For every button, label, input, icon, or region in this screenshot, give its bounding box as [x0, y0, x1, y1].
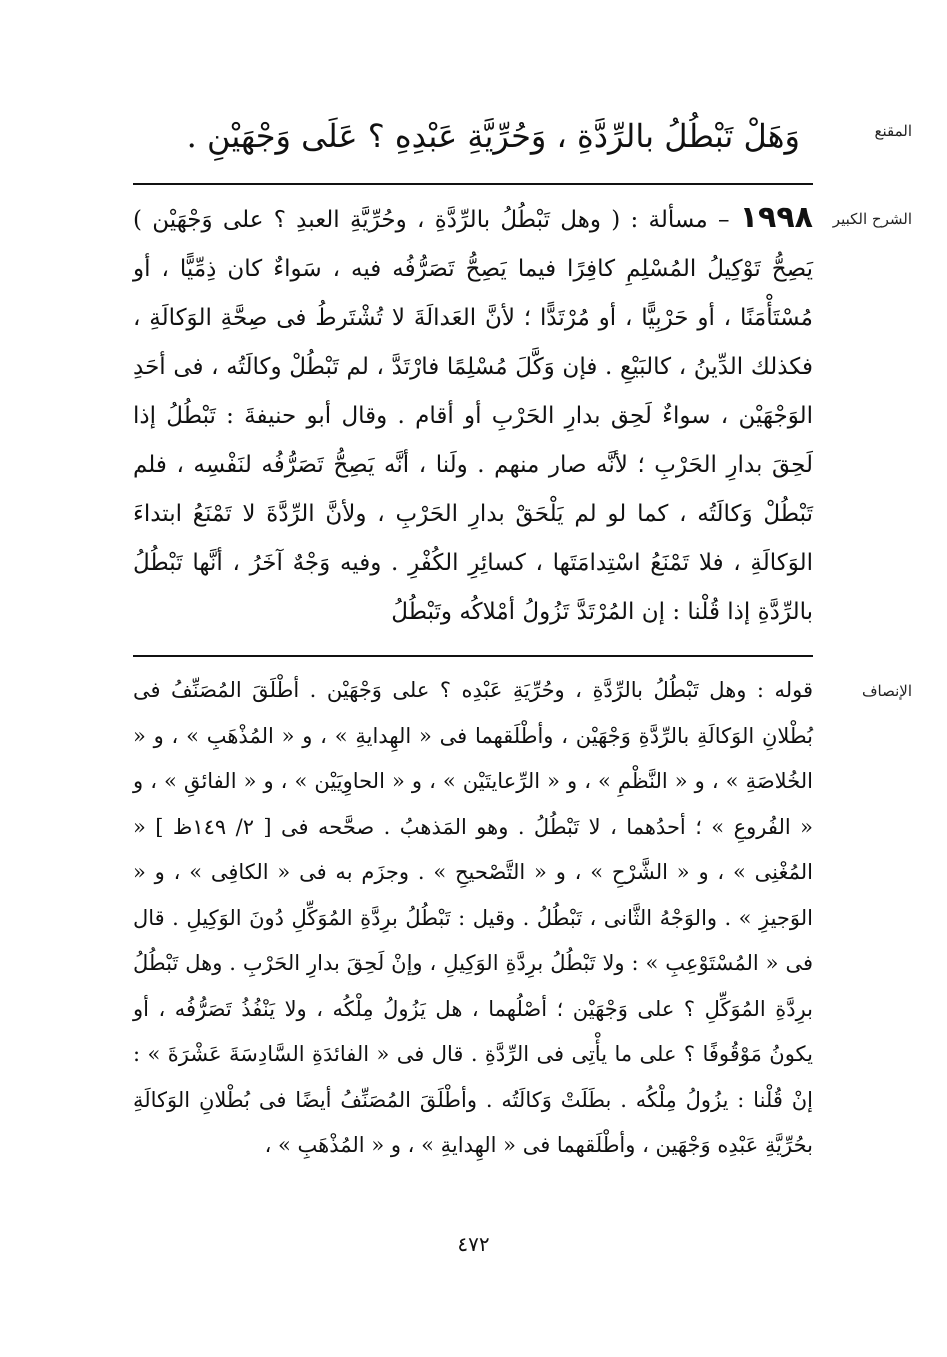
divider-middle: [133, 655, 813, 657]
muqni-text: وَهَلْ تَبْطُلُ بالرِّدَّةِ ، وَحُرِّيَّةِ عَبْدِهِ ؟ عَلَى وَجْهَيْنِ .: [186, 117, 800, 155]
insaf-label: الإنصاف: [861, 682, 912, 700]
issue-number: ١٩٩٨: [739, 200, 813, 235]
insaf-text: قوله : وهل تَبْطُلُ بالرِّدَّةِ ، وحُرِّيَةِ عَبْدِه ؟ على وَجْهَيْن . أطْلَقَ المُصَنِّفُ فى بُطْلانِ الوَكالَةِ بالرِّدَّةِ وَجْهَيْن ، وأطْلَقهما فى « الهِدايةِ » ، و « المُذْهَبِ » ، و « الخُلاصَةِ » ، و « النَّظْمِ » ، و « الرِّعايتَيْن » ، و « الحاوِيَيْن » ، و « الفائقِ » ، و « الفُروعِ » ؛ أحدُهما ، لا تَبْطُلُ . وهو المَذهبُ . صحَّحه فى [ ٢/ ١٤٩ظ ] « المُغْنِى » ، و « الشَّرْحِ » ، و « التَّصْحيحِ » . وجزَم به فى « الكافِى » ، و « الوَجيزِ » . والوَجْهُ الثَّانى ، تَبْطُلُ . وقيل : تَبْطُلُ برِدَّةِ المُوَكِّلِ دُونَ الوَكِيلِ . قال فى « المُسْتَوْعِبِ » : ولا تَبْطُلُ برِدَّةِ الوَكِيلِ ، وإنْ لَحِقَ بدارِ الحَرْبِ . وهل تَبْطُلُ برِدَّةِ المُوَكِّلِ ؟ على وَجْهَيْن ؛ أصْلُهما ، هل يَزُولُ مِلْكُه ، ولا يَنْفُذُ تَصَرُّفُه ، أو يكونُ مَوْقُوفًا ؟ على ما يأْتِى فى الرِّدَّةِ . قال فى « الفائدَةِ السَّادِسَةَ عَشْرَةَ » : إنْ قُلْنا : يزُولُ مِلْكُه . بطَلَتْ وَكالَتُه . وأطْلَقَ المُصَنِّفُ أيضًا فى بُطْلانِ الوَكالَةِ بحُرِّيَّةِ عَبْدِه وَجْهَين ، وأطْلَقهما فى « الهِدايةِ » ، و « المُذْهَبِ » ،: [133, 678, 813, 1157]
sharh-label: الشرح الكبير: [832, 210, 912, 228]
divider-top: [133, 183, 813, 185]
page-number: ٤٧٢: [457, 1232, 490, 1256]
sharh-body: – مسألة : ( وهل تَبْطُلُ بالرِّدَّةِ ، وحُرِّيَّةِ العبدِ ؟ على وَجْهَيْن ) يَصِحُّ تَوْكِيلُ المُسْلِمِ كافِرًا فيما يَصِحُّ تَصَرُّفُه فيه ، سَواءٌ كان ذِمِّيًّا ، أو مُسْتَأْمَنًا ، أو حَرْبِيًّا ، أو مُرْتَدًّا ؛ لأنَّ العَدالَةَ لا تُشْتَرطُ فى صِحَّةِ الوَكالَةِ ، فكذلك الدِّينُ ، كالبَيْعِ . فإن وَكَّلَ مُسْلِمًا فارْتَدَّ ، لم تَبْطُلْ وكالَتُه ، فى أحَدِ الوَجْهَيْن ، سواءٌ لَحِق بدارِ الحَرْبِ أو أقام . وقال أبو حنيفةَ : تَبْطُلُ إذا لَحِقَ بدارِ الحَرْبِ ؛ لأنَّه صار منهم . ولَنا ، أنَّه يَصِحُّ تَصَرُّفُه لنَفْسِه ، فلم تَبْطُلْ وَكالَتُه ، كما لو لم يَلْحَقْ بدارِ الحَرْبِ ، ولأنَّ الرِّدَّةَ لا تَمْنَعُ ابتداءَ الوَكالَةِ ، فلا تَمْنَعُ اسْتِدامَتَها ، كسائِرِ الكُفْرِ . وفيه وَجْهٌ آخَرُ ، أنَّها تَبْطُلُ بالرِّدَّةِ إذا قُلْنا : إن المُرْتَدَّ تَزُولُ أمْلاكُه وتَبْطُلُ: [133, 207, 813, 625]
muqni-label: المقنع: [874, 122, 912, 140]
sharh-text: [133, 193, 813, 637]
